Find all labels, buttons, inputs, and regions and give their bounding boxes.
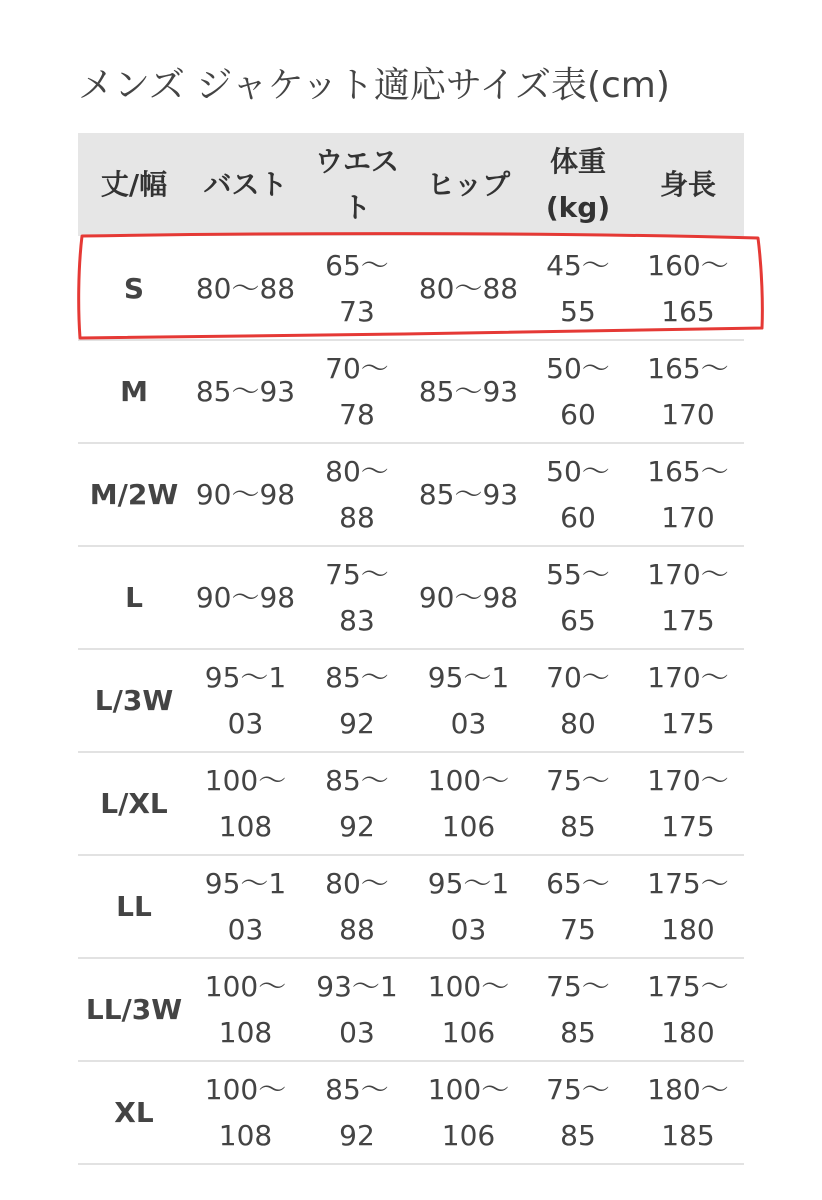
cell-weight: 50〜60 xyxy=(524,340,632,443)
cell-waist: 80〜88 xyxy=(301,443,413,546)
cell-hip: 85〜93 xyxy=(413,340,524,443)
cell-weight: 70〜80 xyxy=(524,649,632,752)
cell-height: 165〜170 xyxy=(632,340,744,443)
cell-height: 175〜180 xyxy=(632,958,744,1061)
cell-size: LL xyxy=(78,855,190,958)
table-row xyxy=(78,443,744,546)
cell-size: M/2W xyxy=(78,443,190,546)
header-hip: ヒップ xyxy=(413,133,524,237)
cell-weight: 75〜85 xyxy=(524,958,632,1061)
table-row xyxy=(78,855,744,958)
size-table xyxy=(78,133,744,1165)
cell-weight: 45〜55 xyxy=(524,237,632,340)
cell-bust: 80〜88 xyxy=(190,237,301,340)
cell-size: L/XL xyxy=(78,752,190,855)
cell-height: 170〜175 xyxy=(632,546,744,649)
cell-hip: 100〜106 xyxy=(413,958,524,1061)
cell-waist: 93〜103 xyxy=(301,958,413,1061)
table-header-row xyxy=(78,133,744,237)
cell-height: 170〜175 xyxy=(632,752,744,855)
page-title: メンズ ジャケット適応サイズ表(cm) xyxy=(78,65,670,106)
cell-bust: 100〜108 xyxy=(190,958,301,1061)
cell-bust: 85〜93 xyxy=(190,340,301,443)
table-row xyxy=(78,1061,744,1164)
cell-weight: 55〜65 xyxy=(524,546,632,649)
cell-hip: 80〜88 xyxy=(413,237,524,340)
cell-waist: 85〜92 xyxy=(301,649,413,752)
cell-size: S xyxy=(78,237,190,340)
table-row xyxy=(78,752,744,855)
cell-height: 160〜165 xyxy=(632,237,744,340)
cell-size: LL/3W xyxy=(78,958,190,1061)
cell-height: 175〜180 xyxy=(632,855,744,958)
cell-bust: 90〜98 xyxy=(190,546,301,649)
cell-hip: 85〜93 xyxy=(413,443,524,546)
cell-bust: 100〜108 xyxy=(190,1061,301,1164)
table-row xyxy=(78,340,744,443)
cell-hip: 100〜106 xyxy=(413,1061,524,1164)
cell-size: M xyxy=(78,340,190,443)
cell-weight: 50〜60 xyxy=(524,443,632,546)
cell-hip: 100〜106 xyxy=(413,752,524,855)
table-row xyxy=(78,958,744,1061)
cell-hip: 90〜98 xyxy=(413,546,524,649)
header-size: 丈/幅 xyxy=(78,133,190,237)
cell-waist: 85〜92 xyxy=(301,752,413,855)
header-waist: ウエスト xyxy=(301,133,413,237)
header-weight: 体重(kg) xyxy=(524,133,632,237)
cell-height: 170〜175 xyxy=(632,649,744,752)
cell-height: 165〜170 xyxy=(632,443,744,546)
cell-waist: 85〜92 xyxy=(301,1061,413,1164)
cell-weight: 75〜85 xyxy=(524,752,632,855)
table-row xyxy=(78,237,744,340)
cell-size: L xyxy=(78,546,190,649)
header-height: 身長 xyxy=(632,133,744,237)
cell-waist: 75〜83 xyxy=(301,546,413,649)
cell-waist: 80〜88 xyxy=(301,855,413,958)
cell-hip: 95〜103 xyxy=(413,855,524,958)
table-row xyxy=(78,546,744,649)
cell-bust: 100〜108 xyxy=(190,752,301,855)
cell-waist: 65〜73 xyxy=(301,237,413,340)
cell-size: L/3W xyxy=(78,649,190,752)
cell-weight: 65〜75 xyxy=(524,855,632,958)
cell-bust: 95〜103 xyxy=(190,649,301,752)
cell-hip: 95〜103 xyxy=(413,649,524,752)
cell-bust: 90〜98 xyxy=(190,443,301,546)
cell-bust: 95〜103 xyxy=(190,855,301,958)
cell-waist: 70〜78 xyxy=(301,340,413,443)
cell-weight: 75〜85 xyxy=(524,1061,632,1164)
table-row xyxy=(78,649,744,752)
header-bust: バスト xyxy=(190,133,301,237)
cell-height: 180〜185 xyxy=(632,1061,744,1164)
cell-size: XL xyxy=(78,1061,190,1164)
